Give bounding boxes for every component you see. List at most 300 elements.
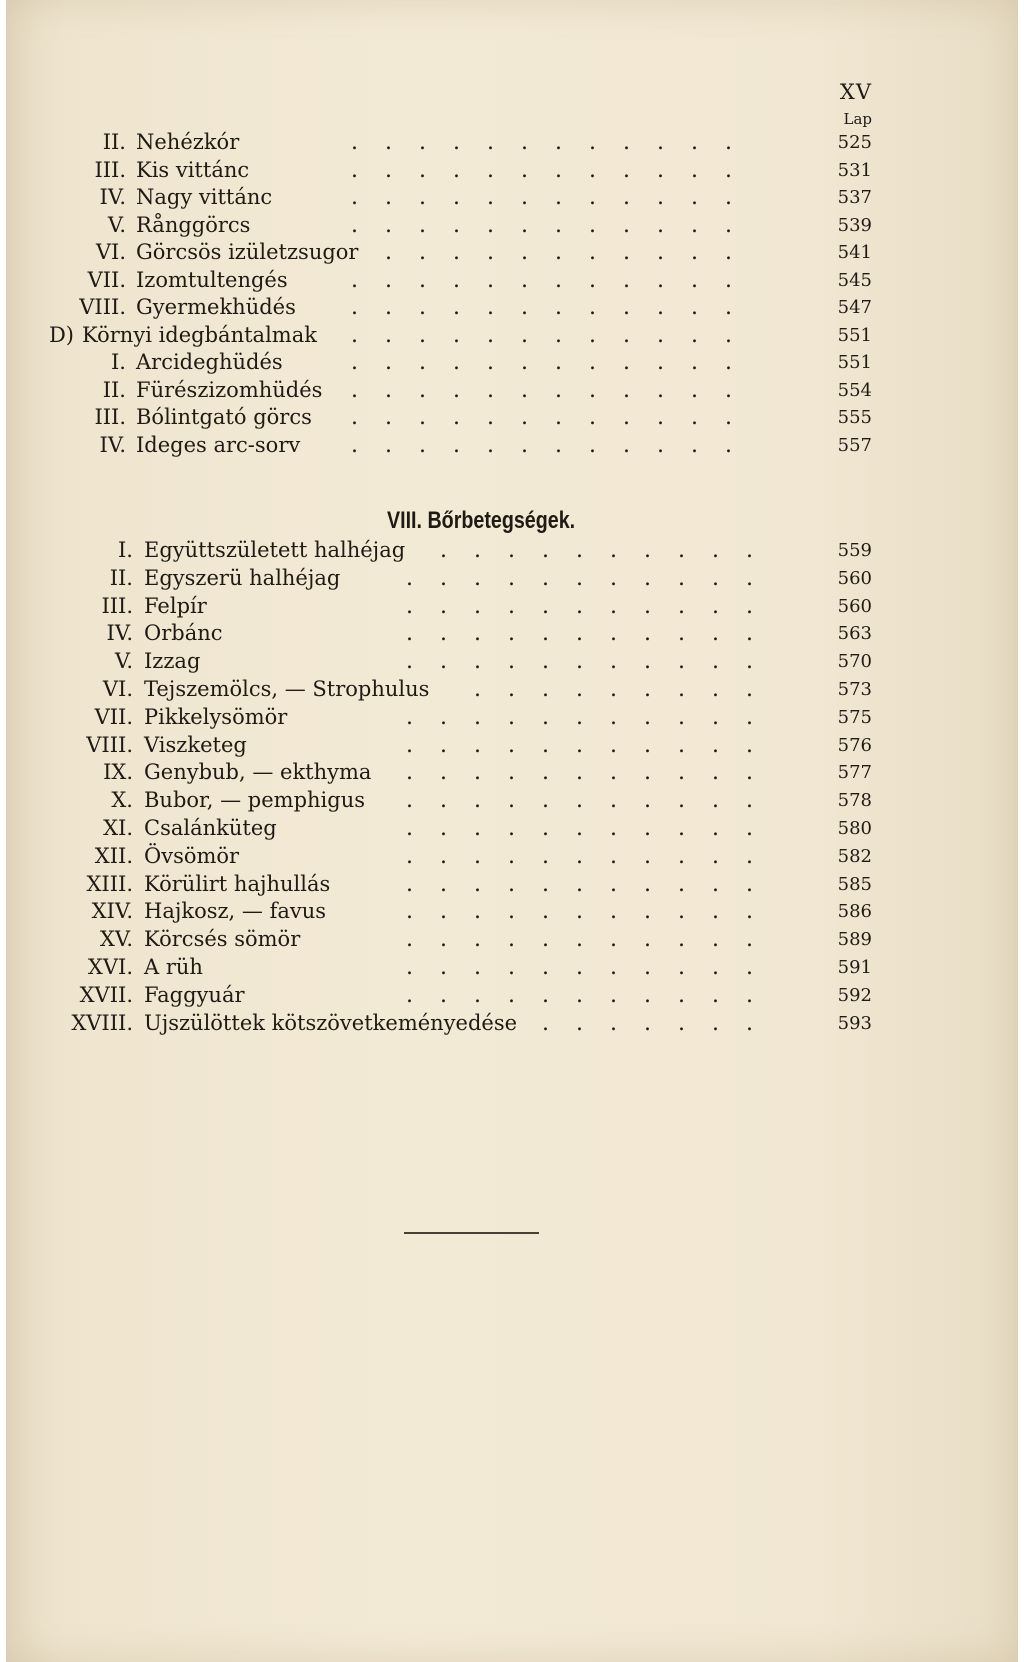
leader-dot: . — [678, 538, 685, 563]
leader-dot: . — [487, 130, 494, 155]
entry-number: IV. — [106, 621, 133, 646]
leader-dot: . — [610, 732, 617, 758]
leader-dot: . — [406, 899, 413, 925]
leader-dot: . — [644, 927, 651, 953]
leader-dot: . — [542, 621, 549, 647]
leader-dot: . — [746, 788, 753, 814]
leader-dot: . — [555, 295, 562, 320]
leader-dot: . — [351, 322, 358, 348]
leader-dot: . — [555, 432, 562, 458]
leader-dot: . — [623, 130, 630, 155]
leader-dot: . — [440, 927, 447, 953]
entry-page-ref: 554 — [837, 379, 872, 401]
leader-dot: . — [610, 593, 617, 619]
leader-dot: . — [419, 130, 426, 155]
entry-page-ref: 585 — [837, 873, 872, 895]
leader-dot: . — [657, 350, 664, 375]
leader-dot: . — [712, 982, 719, 1008]
leader-dot: . — [691, 322, 698, 348]
leader-dot: . — [508, 955, 515, 980]
leader-dot: . — [542, 871, 549, 897]
leader-dot: . — [385, 350, 392, 375]
leader-dot: . — [555, 350, 562, 375]
leader-dot: . — [487, 157, 494, 183]
leader-dot: . — [746, 871, 753, 897]
entry-number: II. — [109, 565, 133, 590]
leader-dot: . — [440, 788, 447, 814]
leader-dot: . — [623, 212, 630, 238]
leader-dot: . — [746, 677, 753, 702]
leader-dot: . — [508, 621, 515, 647]
toc-entry — [6, 376, 1018, 405]
entry-title: Bubor, — pemphigus — [144, 788, 366, 813]
leader-dot: . — [610, 816, 617, 841]
entry-number: VII. — [87, 267, 126, 292]
entry-title: Hajkosz, — favus — [144, 899, 327, 924]
leader-dot: . — [623, 322, 630, 348]
leader-dot: . — [746, 538, 753, 563]
leader-dot: . — [508, 704, 515, 730]
leader-dot: . — [725, 267, 732, 293]
entry-number: V. — [107, 212, 126, 237]
leader-dot: . — [474, 871, 481, 897]
entry-title: Pikkelysömör — [144, 704, 288, 729]
leader-dot: . — [576, 732, 583, 758]
leader-dot: . — [691, 130, 698, 155]
leader-dot: . — [725, 185, 732, 210]
leader-dot: . — [555, 185, 562, 210]
leader-dot: . — [385, 377, 392, 403]
leader-dot: . — [419, 212, 426, 238]
leader-dot: . — [406, 760, 413, 786]
leader-dot: . — [691, 405, 698, 430]
entry-page-ref: 539 — [837, 214, 872, 236]
leader-dot: . — [351, 350, 358, 375]
entry-number: D) — [48, 322, 74, 347]
leader-dot: . — [746, 565, 753, 591]
leader-dot: . — [474, 732, 481, 758]
entry-number: VI. — [95, 240, 126, 264]
leader-dot: . — [746, 704, 753, 730]
leader-dot: . — [725, 432, 732, 458]
entry-title: Tejszemölcs, — Strophulus — [144, 677, 430, 701]
leader-dot: . — [610, 704, 617, 730]
leader-dot: . — [474, 677, 481, 702]
leader-dot: . — [351, 157, 358, 183]
entry-number: VIII. — [86, 732, 133, 757]
entry-title: Gyermekhüdés — [136, 295, 296, 319]
leader-dot: . — [576, 593, 583, 619]
leader-dot: . — [555, 405, 562, 430]
entry-number: III. — [94, 405, 126, 429]
leader-dot: . — [385, 405, 392, 430]
leader-dot: . — [351, 295, 358, 320]
leader-dot: . — [610, 871, 617, 897]
leader-dot: . — [576, 621, 583, 647]
leader-dot: . — [351, 212, 358, 238]
leader-dot: . — [610, 899, 617, 925]
entry-title: Bólintgató görcs — [136, 405, 312, 429]
toc-entry — [6, 981, 1018, 1010]
entry-page-ref: 578 — [837, 790, 872, 812]
leader-dot: . — [576, 565, 583, 591]
leader-dot: . — [644, 565, 651, 591]
leader-dot: . — [610, 982, 617, 1008]
entry-number: V. — [114, 649, 133, 674]
entry-title: Ujszülöttek kötszövetkeményedése — [144, 1010, 518, 1035]
leader-dot: . — [746, 843, 753, 869]
leader-dot: . — [725, 377, 732, 403]
leader-dot: . — [406, 704, 413, 730]
leader-dot: . — [474, 982, 481, 1008]
leader-dot: . — [576, 955, 583, 980]
leader-dot: . — [576, 899, 583, 925]
entry-page-ref: 547 — [837, 297, 872, 318]
leader-dot: . — [610, 843, 617, 869]
entry-title: Orbánc — [144, 621, 223, 646]
leader-dot: . — [474, 899, 481, 925]
leader-dot: . — [555, 267, 562, 293]
leader-dot: . — [406, 982, 413, 1008]
entry-page-ref: 580 — [837, 818, 872, 839]
leader-dot: . — [725, 212, 732, 238]
leader-dot: . — [406, 649, 413, 675]
toc-entry — [6, 293, 1018, 322]
leader-dot: . — [440, 649, 447, 675]
leader-dot: . — [746, 927, 753, 953]
entry-number: XVIII. — [71, 1010, 133, 1035]
leader-dot: . — [678, 621, 685, 647]
entry-page-ref: 589 — [837, 929, 872, 951]
leader-dot: . — [576, 649, 583, 675]
leader-dot: . — [691, 267, 698, 293]
toc-entry — [6, 183, 1018, 212]
leader-dot: . — [589, 240, 596, 265]
entry-page-ref: 555 — [837, 407, 872, 428]
leader-dot: . — [453, 322, 460, 348]
leader-dot: . — [453, 240, 460, 265]
entry-page-ref: 551 — [837, 324, 872, 346]
leader-dot: . — [351, 130, 358, 155]
entry-page-ref: 577 — [837, 762, 872, 784]
leader-dot: . — [623, 295, 630, 320]
leader-dot: . — [474, 593, 481, 619]
leader-dot: . — [610, 760, 617, 786]
leader-dot: . — [678, 927, 685, 953]
leader-dot: . — [576, 788, 583, 814]
leader-dot: . — [746, 593, 753, 619]
entry-title: Fürészizomhüdés — [136, 377, 323, 402]
leader-dot: . — [725, 130, 732, 155]
leader-dot: . — [385, 267, 392, 293]
leader-dot: . — [678, 760, 685, 786]
leader-dot: . — [725, 350, 732, 375]
leader-dot: . — [657, 322, 664, 348]
leader-dot: . — [542, 816, 549, 841]
entry-page-ref: 545 — [837, 269, 872, 291]
leader-dot: . — [385, 240, 392, 265]
leader-dot: . — [691, 240, 698, 265]
leader-dot: . — [474, 760, 481, 786]
leader-dot: . — [453, 267, 460, 293]
leader-dot: . — [589, 130, 596, 155]
toc-entry — [6, 211, 1018, 240]
leader-dot: . — [555, 322, 562, 348]
leader-dot: . — [691, 350, 698, 375]
leader-dot: . — [657, 432, 664, 458]
entry-number: VIII. — [79, 295, 126, 319]
leader-dot: . — [474, 955, 481, 980]
entry-title: Viszketeg — [144, 732, 247, 757]
leader-dot: . — [746, 732, 753, 758]
entry-title: Rånggörcs — [136, 212, 251, 237]
leader-dot: . — [623, 405, 630, 430]
entry-page-ref: 537 — [837, 187, 872, 208]
toc-entry — [6, 536, 1018, 565]
leader-dot: . — [453, 377, 460, 403]
entry-number: IV. — [99, 432, 126, 457]
leader-dot: . — [576, 677, 583, 702]
leader-dot: . — [385, 185, 392, 210]
leader-dot: . — [474, 816, 481, 841]
leader-dot: . — [644, 621, 651, 647]
leader-dot: . — [419, 185, 426, 210]
leader-dot: . — [555, 377, 562, 403]
leader-dot: . — [623, 267, 630, 293]
entry-number: II. — [102, 377, 126, 402]
leader-dot: . — [440, 593, 447, 619]
leader-dot: . — [419, 295, 426, 320]
book-page — [6, 0, 1018, 1662]
entry-title: Nehézkór — [136, 130, 240, 154]
leader-dot: . — [644, 677, 651, 702]
leader-dot: . — [474, 843, 481, 869]
leader-dot: . — [623, 185, 630, 210]
entry-number: XIV. — [91, 899, 133, 924]
leader-dot: . — [521, 295, 528, 320]
entry-title: A rüh — [144, 955, 203, 979]
entry-page-ref: 586 — [837, 901, 872, 923]
leader-dot: . — [406, 621, 413, 647]
leader-dot: . — [678, 649, 685, 675]
leader-dot: . — [576, 843, 583, 869]
leader-dot: . — [712, 955, 719, 980]
leader-dot: . — [542, 788, 549, 814]
leader-dot: . — [419, 157, 426, 183]
leader-dot: . — [508, 593, 515, 619]
entry-title: Körcsés sömör — [144, 927, 301, 952]
leader-dot: . — [678, 899, 685, 925]
leader-dot: . — [487, 377, 494, 403]
toc-entry — [6, 564, 1018, 593]
leader-dot: . — [508, 927, 515, 953]
leader-dot: . — [657, 295, 664, 320]
leader-dot: . — [453, 185, 460, 210]
leader-dot: . — [589, 432, 596, 458]
leader-dot: . — [712, 649, 719, 675]
leader-dot: . — [576, 760, 583, 786]
entry-page-ref: 525 — [837, 132, 872, 153]
leader-dot: . — [589, 267, 596, 293]
leader-dot: . — [508, 649, 515, 675]
leader-dot: . — [521, 240, 528, 265]
leader-dot: . — [508, 871, 515, 897]
entry-page-ref: 557 — [837, 434, 872, 456]
leader-dot: . — [644, 955, 651, 980]
leader-dot: . — [589, 157, 596, 183]
leader-dot: . — [623, 377, 630, 403]
toc-entry — [6, 156, 1018, 185]
leader-dot: . — [555, 157, 562, 183]
toc-entry — [6, 592, 1018, 621]
leader-dot: . — [542, 982, 549, 1008]
leader-dot: . — [712, 677, 719, 702]
leader-dot: . — [589, 377, 596, 403]
leader-dot: . — [644, 816, 651, 841]
toc-entry — [6, 842, 1018, 871]
leader-dot: . — [610, 621, 617, 647]
leader-dot: . — [712, 621, 719, 647]
section-heading: VIII. Bőrbetegségek. — [387, 507, 576, 534]
leader-dot: . — [712, 788, 719, 814]
entry-number: X. — [111, 788, 133, 813]
leader-dot: . — [610, 788, 617, 814]
page-number: XV — [839, 80, 872, 104]
leader-dot: . — [453, 350, 460, 375]
leader-dot: . — [746, 760, 753, 786]
leader-dot: . — [725, 240, 732, 265]
leader-dot: . — [678, 1010, 685, 1036]
toc-entry — [6, 266, 1018, 295]
leader-dot: . — [508, 677, 515, 702]
toc-entry — [6, 786, 1018, 815]
entry-page-ref: 560 — [837, 567, 872, 589]
entry-number: XIII. — [86, 871, 133, 896]
toc-entry — [6, 128, 1018, 157]
leader-dot: . — [746, 649, 753, 675]
leader-dot: . — [487, 432, 494, 458]
leader-dot: . — [440, 982, 447, 1008]
leader-dot: . — [725, 322, 732, 348]
leader-dot: . — [385, 130, 392, 155]
toc-entry — [6, 870, 1018, 899]
leader-dot: . — [610, 538, 617, 563]
leader-dot: . — [644, 649, 651, 675]
leader-dot: . — [678, 955, 685, 980]
entry-number: XV. — [99, 927, 133, 952]
leader-dot: . — [542, 704, 549, 730]
toc-entry — [6, 647, 1018, 676]
entry-title: Ideges arc-sorv — [136, 432, 301, 457]
entry-title: Együttszületett halhéjag — [144, 538, 406, 562]
leader-dot: . — [644, 899, 651, 925]
leader-dot: . — [419, 350, 426, 375]
leader-dot: . — [419, 377, 426, 403]
leader-dot: . — [406, 871, 413, 897]
leader-dot: . — [644, 538, 651, 563]
leader-dot: . — [521, 157, 528, 183]
entry-title: Görcsös izületzsugor — [136, 240, 359, 264]
leader-dot: . — [474, 788, 481, 814]
leader-dot: . — [453, 295, 460, 320]
leader-dot: . — [712, 593, 719, 619]
entry-title: Arcideghüdés — [136, 350, 283, 374]
entry-page-ref: 541 — [837, 242, 872, 263]
leader-dot: . — [555, 240, 562, 265]
leader-dot: . — [351, 432, 358, 458]
leader-dot: . — [406, 843, 413, 869]
leader-dot: . — [419, 240, 426, 265]
leader-dot: . — [746, 955, 753, 980]
leader-dot: . — [576, 1010, 583, 1036]
entry-title: Izomtultengés — [136, 267, 288, 292]
leader-dot: . — [508, 816, 515, 841]
leader-dot: . — [576, 927, 583, 953]
leader-dot: . — [521, 130, 528, 155]
entry-title: Egyszerü halhéjag — [144, 565, 341, 590]
leader-dot: . — [644, 704, 651, 730]
leader-dot: . — [725, 295, 732, 320]
leader-dot: . — [419, 405, 426, 430]
entry-page-ref: 575 — [837, 706, 872, 728]
leader-dot: . — [521, 212, 528, 238]
leader-dot: . — [644, 843, 651, 869]
leader-dot: . — [678, 732, 685, 758]
leader-dot: . — [474, 565, 481, 591]
leader-dot: . — [657, 212, 664, 238]
entry-page-ref: 582 — [837, 845, 872, 867]
leader-dot: . — [589, 212, 596, 238]
toc-entry — [6, 238, 1018, 267]
entry-number: XI. — [103, 816, 133, 840]
leader-dot: . — [691, 432, 698, 458]
leader-dot: . — [508, 843, 515, 869]
leader-dot: . — [712, 816, 719, 841]
leader-dot: . — [678, 843, 685, 869]
leader-dot: . — [440, 816, 447, 841]
leader-dot: . — [542, 649, 549, 675]
entry-number: XVII. — [79, 982, 133, 1007]
entry-page-ref: 573 — [837, 679, 872, 700]
entry-number: III. — [94, 157, 126, 182]
leader-dot: . — [508, 982, 515, 1008]
leader-dot: . — [487, 185, 494, 210]
leader-dot: . — [589, 350, 596, 375]
leader-dot: . — [406, 593, 413, 619]
leader-dot: . — [542, 538, 549, 563]
leader-dot: . — [576, 816, 583, 841]
leader-dot: . — [623, 432, 630, 458]
leader-dot: . — [542, 732, 549, 758]
entry-title: Körülirt hajhullás — [144, 871, 331, 896]
leader-dot: . — [644, 593, 651, 619]
entry-number: VII. — [94, 704, 133, 729]
entry-title: Nagy vittánc — [136, 185, 273, 209]
leader-dot: . — [542, 565, 549, 591]
leader-dot: . — [678, 982, 685, 1008]
leader-dot: . — [487, 322, 494, 348]
entry-page-ref: 570 — [837, 651, 872, 673]
leader-dot: . — [521, 405, 528, 430]
leader-dot: . — [644, 871, 651, 897]
leader-dot: . — [508, 899, 515, 925]
leader-dot: . — [712, 899, 719, 925]
leader-dot: . — [623, 350, 630, 375]
leader-dot: . — [351, 185, 358, 210]
leader-dot: . — [487, 240, 494, 265]
leader-dot: . — [521, 322, 528, 348]
leader-dot: . — [657, 157, 664, 183]
